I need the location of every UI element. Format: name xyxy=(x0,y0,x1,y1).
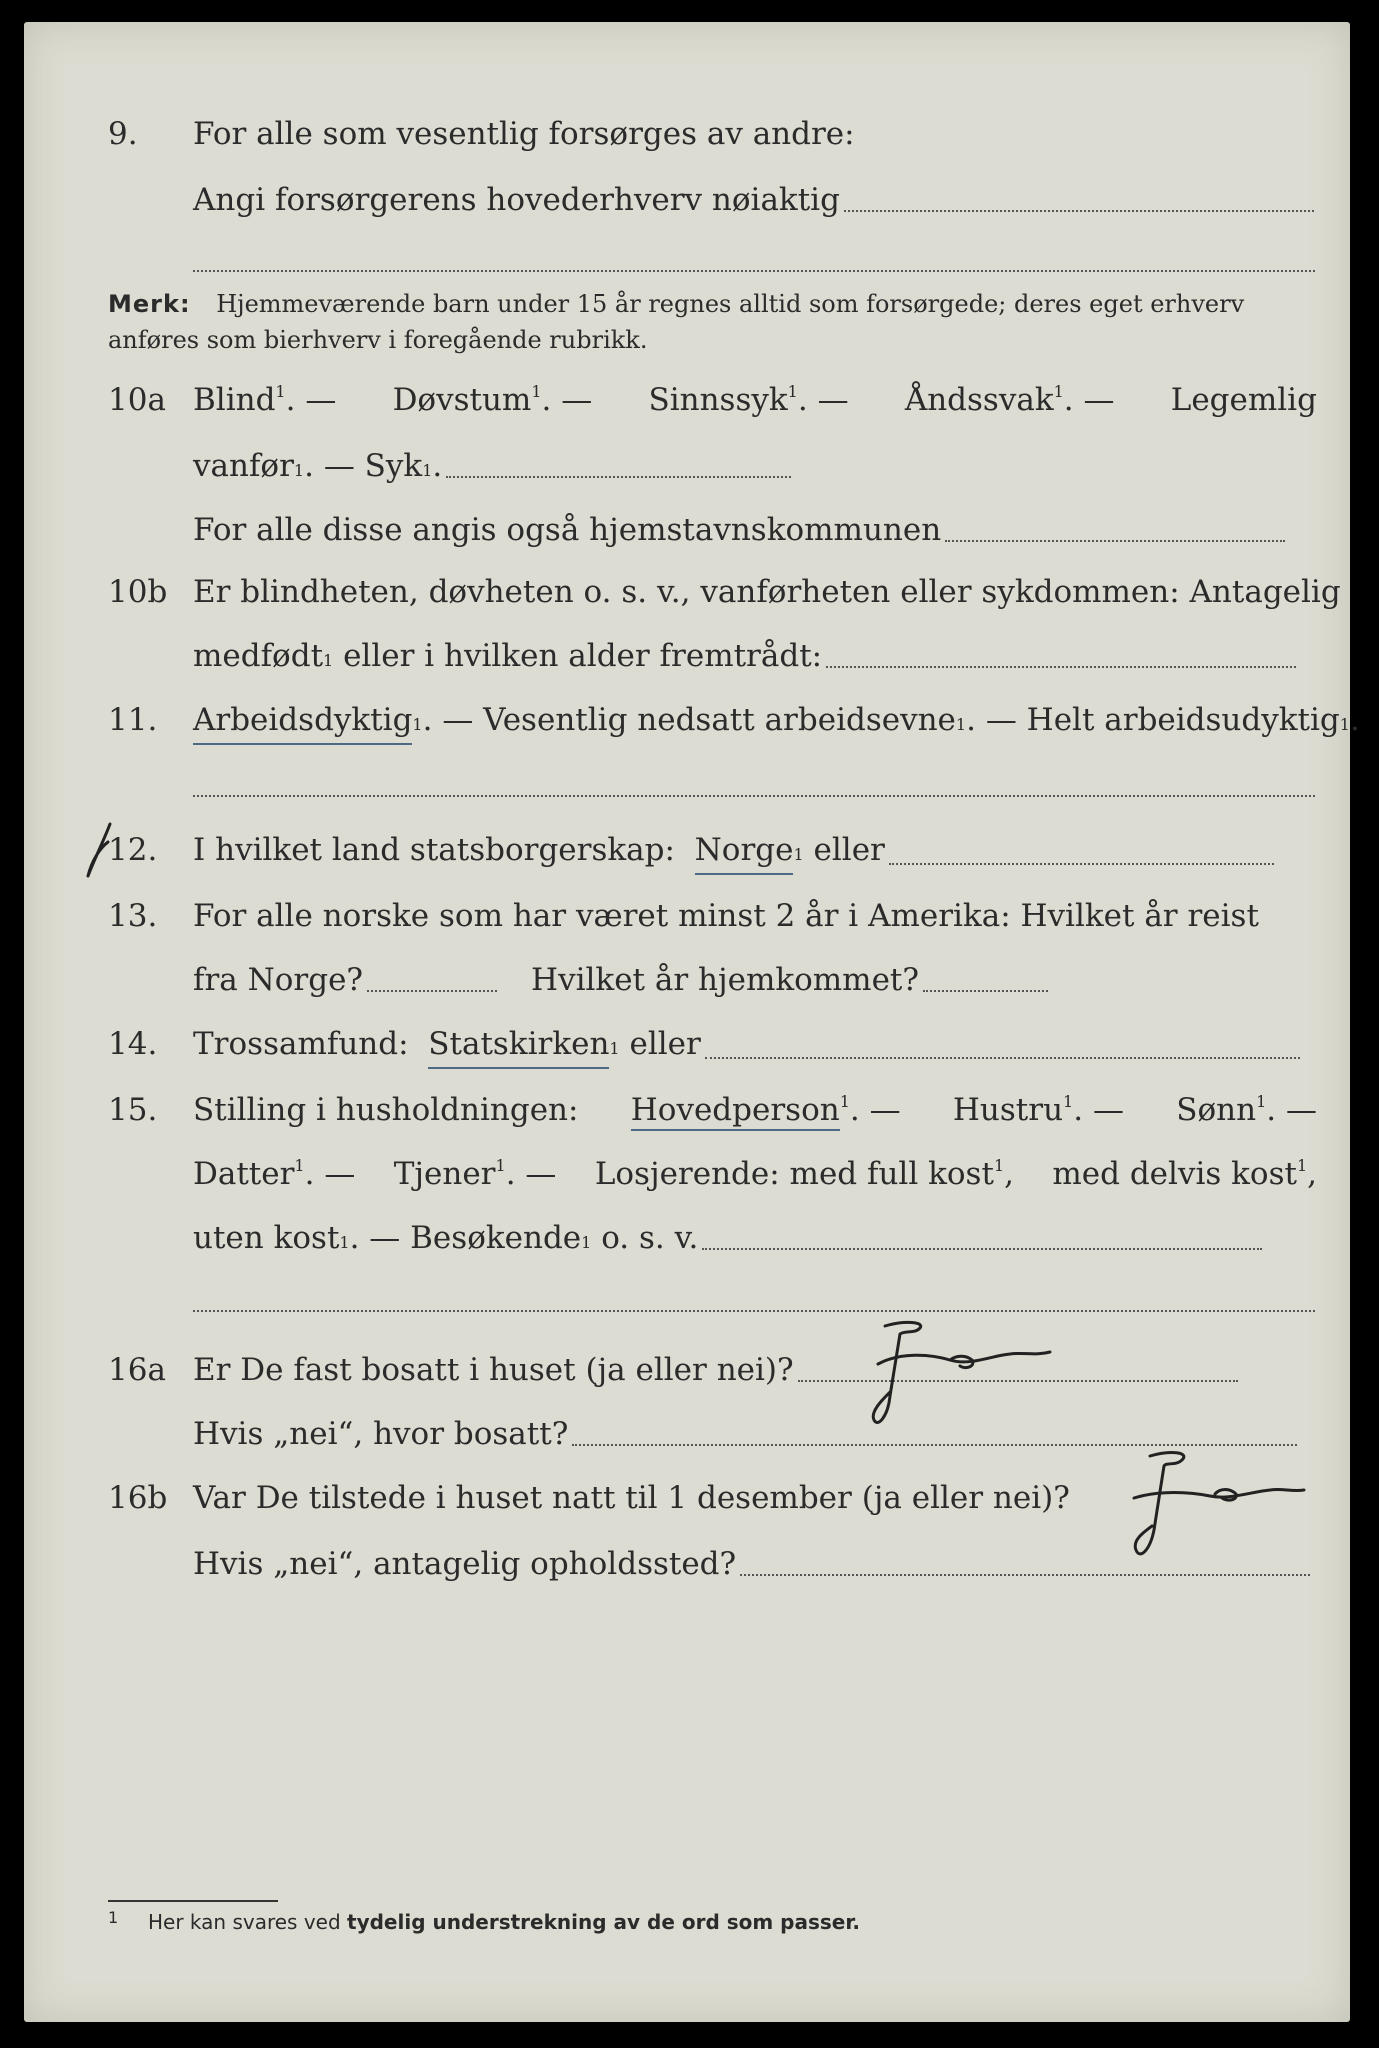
question-number: 10b xyxy=(108,574,168,610)
answer-line[interactable] xyxy=(844,210,1314,212)
question-13 xyxy=(0,894,1379,938)
option-tjener[interactable]: Tjener xyxy=(393,1156,496,1192)
footnote-ref: 1 xyxy=(609,1039,620,1058)
option-besokende[interactable]: Besøkende xyxy=(410,1220,582,1256)
question-number: 16a xyxy=(108,1352,166,1388)
option-medfodt[interactable]: medfødt xyxy=(193,638,324,674)
note-label: Merk: xyxy=(108,290,191,318)
answer-line[interactable] xyxy=(446,476,791,478)
question-text: Hvis „nei“, antagelig opholdssted? xyxy=(193,1546,737,1582)
question-15-line2: Datter$^1$. — Tjener$^1$. — Losjerende: med full kost$^1$, med delvis kost$^1$, xyxy=(193,1156,1317,1192)
option-legemlig[interactable]: Legemlig xyxy=(1170,382,1317,418)
answer-line[interactable] xyxy=(945,540,1285,542)
note-merk xyxy=(108,286,1318,358)
question-text: Er De fast bosatt i huset (ja eller nei)? xyxy=(193,1352,794,1388)
question-text: I hvilket land statsborgerskap: xyxy=(193,832,675,868)
option-eller: eller xyxy=(813,832,885,868)
footnote-ref: 1 xyxy=(1053,382,1064,401)
option-vanfor[interactable]: vanfør xyxy=(193,448,294,484)
footnote-ref: 1 xyxy=(1339,715,1350,734)
option-delvis-kost[interactable]: med delvis kost xyxy=(1052,1156,1297,1192)
option-udyktig[interactable]: Helt arbeidsudyktig xyxy=(1026,702,1340,738)
answer-line[interactable] xyxy=(705,1057,1300,1059)
question-number: 15. xyxy=(108,1092,158,1128)
option-eller: eller xyxy=(629,1026,701,1062)
answer-line[interactable] xyxy=(889,863,1274,865)
question-text: Var De tilstede i huset natt til 1 desember (ja eller nei)? xyxy=(193,1480,1070,1516)
footnote-ref: 1 xyxy=(275,382,286,401)
footnote-ref: 1 xyxy=(323,651,334,670)
footnote-ref: 1 xyxy=(955,715,967,734)
question-9-line2 xyxy=(0,178,1379,222)
question-11: 11. Arbeidsdyktig 1 . — Vesentlig nedsatt arbeidsevne 1 . — Helt arbeidsudyktig 1 . xyxy=(0,698,1379,742)
answer-line[interactable] xyxy=(367,990,497,992)
answer-line[interactable] xyxy=(923,990,1048,992)
ink-tick-mark xyxy=(80,820,120,880)
footnote-ref: 1 xyxy=(412,715,423,734)
question-10b xyxy=(0,570,1379,614)
footnote-ref: 1 xyxy=(993,1156,1005,1175)
question-number: 13. xyxy=(108,898,158,934)
footnote-text: Her kan svares ved xyxy=(148,1910,341,1934)
question-text: Er blindheten, døvheten o. s. v., vanførheten eller sykdommen: Antagelig xyxy=(193,574,1341,610)
question-number: 12. xyxy=(108,832,158,868)
answer-line[interactable] xyxy=(740,1574,1310,1576)
option-blind[interactable]: Blind xyxy=(193,382,276,418)
question-number: 9. xyxy=(108,116,138,152)
footnote-ref: 1 xyxy=(839,1092,850,1111)
footnote-ref: 1 xyxy=(531,382,542,401)
footnote-ref: 1 xyxy=(1256,1092,1267,1111)
option-full-kost[interactable]: Losjerende: med full kost xyxy=(594,1156,994,1192)
answer-line[interactable] xyxy=(702,1248,1262,1250)
option-osv: o. s. v. xyxy=(601,1220,699,1256)
question-16a xyxy=(0,1348,1379,1392)
answer-line[interactable] xyxy=(826,666,1296,668)
option-statskirken[interactable]: Statskirken xyxy=(428,1022,609,1069)
question-15-line3: uten kost 1 . — Besøkende 1 o. s. v. xyxy=(0,1216,1379,1260)
option-arbeidsdyktig[interactable]: Arbeidsdyktig xyxy=(193,698,412,745)
question-9 xyxy=(0,112,1379,156)
question-text: eller i hvilken alder fremtrådt: xyxy=(343,638,823,674)
footnote-ref: 1 xyxy=(495,1156,506,1175)
option-sinnssyk[interactable]: Sinnssyk xyxy=(648,382,788,418)
question-14 xyxy=(0,1022,1379,1066)
question-13-line2 xyxy=(0,958,1379,1002)
note-text: Hjemmeværende barn under 15 år regnes alltid som forsørgede; deres eget erhverv anføres som bierhverv i foregående rubrikk. xyxy=(108,290,1245,354)
footnote-ref: 1 xyxy=(293,461,305,480)
question-text: For alle disse angis også hjemstavnskommunen xyxy=(193,512,942,548)
answer-line[interactable] xyxy=(193,1310,1315,1312)
question-text: Trossamfund: xyxy=(193,1026,409,1062)
footnote-ref: 1 xyxy=(294,1156,305,1175)
answer-line[interactable] xyxy=(193,795,1315,797)
option-hustru[interactable]: Hustru xyxy=(952,1092,1064,1128)
question-number: 10a xyxy=(108,382,166,418)
footnote-ref: 1 xyxy=(787,382,798,401)
option-sonn[interactable]: Sønn xyxy=(1176,1092,1257,1128)
option-syk[interactable]: Syk xyxy=(364,448,423,484)
question-10a: 10a Blind$^1$. — Døvstum$^1$. — Sinnssyk$^1$. — Åndssvak$^1$. — Legemlig xyxy=(0,378,1379,422)
footnote-ref: 1 xyxy=(422,461,433,480)
question-number: 11. xyxy=(108,702,158,738)
question-text: For alle norske som har været minst 2 år i Amerika: Hvilket år reist xyxy=(193,898,1259,934)
option-datter[interactable]: Datter xyxy=(193,1156,295,1192)
question-text: Angi forsørgerens hovederhverv nøiaktig xyxy=(193,182,840,218)
question-number: 14. xyxy=(108,1026,158,1062)
footnote-rule xyxy=(108,1900,278,1902)
footnote-ref: 1 xyxy=(793,845,804,864)
footnote-ref: 1 xyxy=(339,1233,350,1252)
question-15: 15. Stilling i husholdningen: Hovedperson$^1$. — Hustru$^1$. — Sønn$^1$. — xyxy=(0,1088,1379,1132)
question-text: Stilling i husholdningen: xyxy=(193,1092,579,1128)
option-uten-kost[interactable]: uten kost xyxy=(193,1220,340,1256)
question-text: Hvilket år hjemkommet? xyxy=(531,962,920,998)
question-number: 16b xyxy=(108,1480,168,1516)
footnote-ref: 1 xyxy=(1063,1092,1074,1111)
question-text: For alle som vesentlig forsørges av andre: xyxy=(193,116,855,152)
footnote-ref: 1 xyxy=(581,1233,592,1252)
question-10a-line3 xyxy=(0,508,1379,552)
question-text: fra Norge? xyxy=(193,962,364,998)
footnote-marker: 1 xyxy=(108,1908,119,1927)
option-dovstum[interactable]: Døvstum xyxy=(392,382,532,418)
question-10a-line2: vanfør 1 . — Syk 1 . xyxy=(0,444,1379,488)
handwritten-answer xyxy=(1120,1446,1310,1566)
option-nedsatt[interactable]: Vesentlig nedsatt arbeidsevne xyxy=(483,702,956,738)
question-10b-line2 xyxy=(0,634,1379,678)
question-text: Hvis „nei“, hvor bosatt? xyxy=(193,1416,569,1452)
footnote-ref: 1 xyxy=(1296,1156,1308,1175)
handwritten-answer xyxy=(860,1316,1060,1436)
answer-line[interactable] xyxy=(193,270,1315,272)
option-hovedperson[interactable]: Hovedperson xyxy=(631,1092,840,1131)
question-12 xyxy=(0,828,1379,872)
option-norge[interactable]: Norge xyxy=(695,828,794,875)
footnote-emphasis: tydelig understrekning av de ord som passer. xyxy=(347,1910,860,1934)
option-andssvak[interactable]: Åndssvak xyxy=(904,382,1054,418)
footnote xyxy=(108,1908,860,1934)
